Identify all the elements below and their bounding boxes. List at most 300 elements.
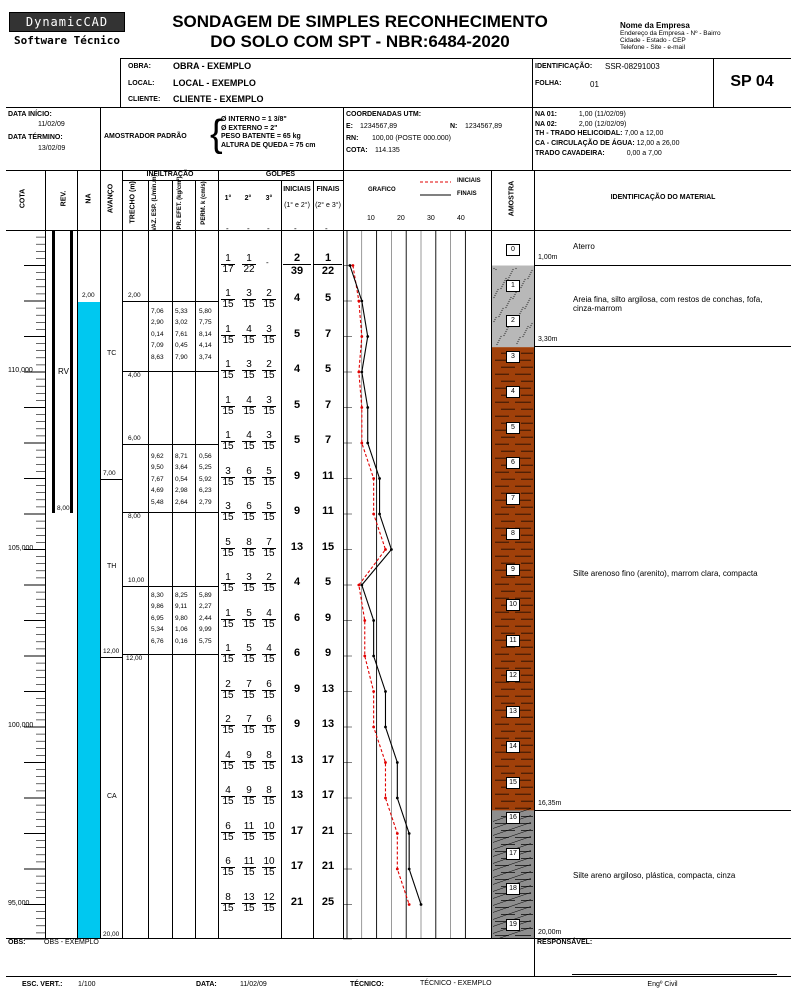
- golpe-numerator: 4: [262, 644, 276, 655]
- finais-value: 5: [324, 576, 332, 588]
- iniciais-value: 5: [293, 398, 301, 411]
- sample-marker: 14: [506, 741, 520, 753]
- soil-dot: [531, 270, 532, 271]
- soil-dot: [519, 337, 520, 338]
- golpe-fraction: [262, 360, 276, 381]
- infil-value: 0,16: [175, 637, 188, 645]
- golpe-denominator: 15: [243, 370, 255, 381]
- series-finais-point: [390, 548, 393, 551]
- soil-dot: [529, 298, 530, 299]
- series-finais-point: [366, 442, 369, 445]
- infil-value: 8,63: [151, 353, 164, 361]
- golpe-denominator: 15: [263, 405, 275, 417]
- golpe-denominator: 15: [243, 796, 255, 807]
- iniciais-value: 9: [293, 718, 301, 730]
- soil-dot: [515, 268, 516, 269]
- sample-marker: 9: [506, 564, 520, 576]
- sample-marker: 6: [506, 457, 520, 469]
- golpe-fraction: [221, 786, 235, 807]
- soil-dot: [495, 317, 496, 318]
- golpe-numerator: 2: [221, 715, 235, 726]
- spt-denominator: 22: [321, 264, 335, 277]
- soil-dot: [493, 297, 494, 298]
- golpe-numerator: 11: [243, 820, 255, 832]
- local-value: LOCAL - EXEMPLO: [173, 78, 256, 88]
- golpe-numerator: 5: [221, 538, 235, 549]
- soil-dot: [521, 285, 522, 286]
- na-water-column: [78, 302, 100, 938]
- amostrador-label: AMOSTRADOR PADRÃO: [104, 133, 187, 140]
- series-finais-point: [378, 513, 381, 516]
- golpe-numerator: 7: [262, 538, 276, 549]
- golpe-denominator: 15: [263, 441, 275, 452]
- golpe-denominator: 17: [222, 263, 234, 275]
- soil-dot: [524, 332, 525, 333]
- golpe-denominator: 15: [263, 902, 275, 914]
- soil-dot: [496, 291, 497, 292]
- na-depth-20: 20,00: [103, 931, 120, 938]
- golpe-denominator: 15: [222, 405, 234, 417]
- infiltracao-header: INFILTRAÇÃO: [146, 171, 194, 178]
- finais-value: 15: [321, 540, 335, 553]
- folha-label: FOLHA:: [535, 80, 562, 87]
- col-avanco-header: AVANÇO: [107, 183, 115, 214]
- soil-dot: [503, 282, 504, 283]
- soil-profile: [491, 230, 534, 938]
- iniciais-value: 17: [290, 860, 304, 872]
- golpe-denominator: 15: [222, 370, 234, 381]
- golpe-fraction: [242, 786, 256, 807]
- soil-dot: [500, 336, 501, 337]
- avanco-tc: TC: [107, 350, 117, 357]
- rn-value: 100,00 (POSTE 000.000): [372, 135, 451, 142]
- infil-value: 9,99: [199, 626, 212, 634]
- golpe-numerator: 7: [242, 680, 256, 691]
- soil-dot: [511, 271, 512, 272]
- golpe-numerator: 5: [242, 644, 256, 655]
- tc-value: 0,00 a 7,00: [626, 149, 662, 157]
- trecho-2: 2,00: [128, 292, 141, 299]
- soil-dot: [512, 269, 513, 270]
- company-name: Nome da Empresa: [620, 21, 690, 30]
- finais-value: [314, 252, 342, 277]
- obs-label: OBS:: [8, 939, 26, 946]
- soil-dot: [503, 335, 504, 336]
- infil-value: 3,02: [175, 319, 188, 327]
- soil-dot: [528, 276, 529, 277]
- golpe-denominator: 15: [243, 583, 255, 594]
- golpe-denominator: 15: [243, 760, 255, 772]
- series-finais-point: [372, 619, 375, 622]
- soil-dot: [509, 299, 510, 300]
- tecnico-label: TÉCNICO:: [350, 981, 384, 988]
- finais-value: 13: [321, 718, 335, 730]
- infil-value: 2,90: [151, 319, 164, 327]
- series-finais-point: [349, 264, 352, 267]
- infil-value: 2,27: [199, 603, 212, 611]
- soil-dot: [508, 277, 509, 278]
- golpe-numerator: 1: [242, 254, 256, 265]
- golpe-fraction: [242, 502, 256, 523]
- infil-value: 1,06: [175, 626, 188, 634]
- infil-value: 5,34: [151, 626, 164, 634]
- col-perm-header: PERM. k (cm/s): [201, 181, 207, 225]
- soil-dot: [522, 336, 523, 337]
- infil-value: 8,25: [175, 592, 188, 599]
- iniciais-value: 9: [293, 505, 301, 517]
- soil-dot: [510, 273, 511, 274]
- sample-marker: 15: [506, 777, 520, 789]
- na1-label: NA 01:: [535, 111, 557, 118]
- iniciais-sub-header: (1° e 2°): [284, 202, 310, 209]
- obs-value: OBS - EXEMPLO: [44, 939, 99, 946]
- iniciais-value: 5: [293, 434, 301, 446]
- iniciais-value: 9: [293, 469, 301, 482]
- series-iniciais-point: [363, 655, 366, 658]
- infil-value: 0,14: [151, 330, 164, 338]
- golpe-denominator: 15: [222, 654, 234, 665]
- golpe-numerator: 4: [262, 609, 276, 620]
- golpe-denominator: 15: [222, 760, 234, 772]
- data-inicio-value: 11/02/09: [38, 121, 65, 128]
- soil-dot: [498, 316, 499, 317]
- soil-dot: [501, 286, 502, 287]
- soil-dot: [525, 330, 526, 331]
- golpe-denominator: 15: [222, 334, 234, 346]
- na2-value: 2,00 (12/02/09): [578, 120, 627, 128]
- series-iniciais-point: [360, 442, 363, 445]
- golpe-numerator: 3: [242, 360, 256, 371]
- soil-dot: [500, 312, 501, 313]
- soil-dot: [518, 339, 519, 340]
- golpe-numerator: 12: [263, 891, 275, 903]
- golpe-fraction: [221, 431, 235, 452]
- na-depth-7: 7,00: [103, 470, 116, 477]
- tecnico-value: TÉCNICO - EXEMPLO: [420, 980, 492, 987]
- soil-dot: [530, 325, 531, 326]
- infil-value: 4,69: [151, 487, 164, 495]
- golpe-numerator: 1: [221, 289, 235, 300]
- golpe-numerator: 6: [262, 680, 276, 691]
- finais-value: 5: [324, 292, 332, 304]
- cota-value: 114.135: [375, 147, 400, 154]
- golpe-numerator: 1: [221, 396, 235, 407]
- golpe-denominator: 22: [243, 263, 255, 275]
- soil-dot: [499, 314, 500, 315]
- golpe-fraction: [262, 573, 276, 594]
- series-iniciais-point: [357, 300, 360, 303]
- golpe-fraction: [242, 644, 256, 665]
- golpe-fraction: [242, 254, 256, 275]
- rn-label: RN:: [346, 135, 359, 142]
- layer-depth-2: 3,30m: [538, 336, 558, 343]
- golpe-fraction: [242, 715, 256, 736]
- infil-value: 6,76: [151, 637, 164, 645]
- esc-label: ESC. VERT.:: [22, 981, 63, 988]
- amostrador-spec: [221, 116, 315, 150]
- soil-dot: [501, 310, 502, 311]
- iniciais-value: 21: [290, 895, 304, 908]
- golpe-numerator: 2: [262, 289, 276, 300]
- col-rev-header: REV.: [60, 190, 68, 207]
- soil-dot: [528, 300, 529, 301]
- sample-marker: 1: [506, 280, 520, 292]
- golpe-fraction: [262, 857, 276, 878]
- golpe-fraction: [221, 502, 235, 523]
- finais-dash: -: [325, 224, 328, 233]
- golpe-numerator: 6: [242, 502, 256, 513]
- golpe-fraction: [242, 538, 256, 559]
- golpe-numerator: 9: [242, 786, 256, 797]
- soil-dot: [531, 323, 532, 324]
- soil-dot: [520, 287, 521, 288]
- golpe-1-dash: -: [226, 224, 229, 233]
- finais-value: 5: [324, 363, 332, 375]
- sample-marker: 17: [506, 848, 520, 860]
- infil-value: 5,75: [199, 637, 212, 645]
- golpe-numerator: 4: [221, 786, 235, 797]
- sample-marker: 2: [506, 315, 520, 327]
- golpe-fraction: [221, 857, 235, 878]
- th-label: TH - TRADO HELICOIDAL:: [535, 130, 623, 138]
- sample-marker: 7: [506, 493, 520, 505]
- golpe-3-dash: -: [267, 224, 270, 233]
- revestimento-end: 8,00: [57, 505, 70, 512]
- coord-e-label: E:: [346, 123, 353, 130]
- sample-marker: 4: [506, 386, 520, 398]
- soil-dot: [502, 284, 503, 285]
- soil-dot: [495, 269, 496, 270]
- series-iniciais-point: [372, 690, 375, 693]
- soil-dot: [529, 274, 530, 275]
- golpe-fraction: [262, 751, 276, 772]
- infil-value: 5,80: [199, 308, 212, 315]
- series-finais-point: [384, 690, 387, 693]
- soil-dot: [505, 331, 506, 332]
- golpe-numerator: 3: [221, 502, 235, 513]
- golpe-denominator: 15: [243, 299, 255, 310]
- golpe-fraction: [242, 857, 256, 878]
- infil-value: 6,95: [151, 614, 164, 622]
- golpe-numerator: 11: [243, 856, 255, 867]
- infil-value: 7,06: [151, 308, 164, 315]
- iniciais-dash: -: [294, 224, 297, 233]
- finais-value: 21: [321, 860, 335, 872]
- data-label: DATA:: [196, 981, 217, 988]
- axis-tick-20: 20: [397, 215, 405, 222]
- series-iniciais-point: [357, 371, 360, 374]
- infil-value: 9,86: [151, 603, 164, 611]
- series-iniciais-point: [360, 406, 363, 409]
- esc-value: 1/100: [78, 981, 96, 988]
- soil-dot: [516, 343, 517, 344]
- infil-value: 9,62: [151, 453, 164, 460]
- infil-value: 9,50: [151, 464, 164, 472]
- golpe-denominator: 15: [222, 476, 234, 488]
- golpe-denominator: 15: [263, 476, 275, 488]
- soil-dot: [522, 283, 523, 284]
- golpe-fraction: [242, 573, 256, 594]
- golpe-numerator: 1: [221, 254, 235, 265]
- coords-title: COORDENADAS UTM:: [346, 111, 422, 118]
- series-finais-point: [384, 726, 387, 729]
- soil-dot: [522, 307, 523, 308]
- golpe-fraction: [262, 822, 276, 843]
- responsavel-label: RESPONSÁVEL:: [537, 939, 593, 946]
- finais-value: 21: [321, 824, 335, 837]
- golpe-fraction: [221, 396, 235, 417]
- golpe-denominator: 15: [263, 831, 275, 843]
- golpe-denominator: 15: [243, 405, 255, 417]
- cota-label: COTA:: [346, 147, 368, 154]
- coord-e-value: 1234567,89: [360, 123, 397, 130]
- sample-marker: 18: [506, 883, 520, 895]
- title-line-2: DO SOLO COM SPT - NBR:6484-2020: [210, 32, 510, 51]
- series-iniciais-point: [396, 832, 399, 835]
- soil-dot: [524, 279, 525, 280]
- sample-marker: 16: [506, 812, 520, 824]
- iniciais-value: [283, 252, 311, 277]
- golpe-denominator: 15: [222, 618, 234, 630]
- tc-label: TRADO CAVADEIRA:: [535, 149, 605, 157]
- golpe-fraction: [242, 680, 256, 701]
- golpe-denominator: 15: [222, 831, 234, 843]
- finais-value: 7: [324, 398, 332, 411]
- na1-value: 1,00 (11/02/09): [578, 111, 626, 118]
- golpe-numerator: 8: [262, 751, 276, 762]
- soil-dot: [519, 313, 520, 314]
- golpe-numerator: 3: [262, 325, 276, 336]
- infil-value: 7,75: [199, 319, 212, 327]
- cliente-label: CLIENTE:: [128, 96, 161, 103]
- water-info: [535, 110, 679, 159]
- series-iniciais-point: [372, 726, 375, 729]
- golpe-fraction: [242, 751, 256, 772]
- golpe-fraction: [221, 289, 235, 310]
- infil-value: 2,44: [199, 614, 212, 622]
- company-address: Endereço da Empresa - Nº - Bairro: [620, 30, 721, 37]
- amostrador-brace: {: [210, 113, 223, 155]
- series-iniciais-point: [360, 335, 363, 338]
- soil-dot: [507, 327, 508, 328]
- golpe-numerator: 6: [221, 857, 235, 868]
- series-finais-point: [360, 371, 363, 374]
- sample-marker: 11: [506, 635, 520, 647]
- col-pr-header: PR. EFET. (kg/cm²): [177, 176, 183, 230]
- title-line-1: SONDAGEM DE SIMPLES RECONHECIMENTO: [172, 12, 548, 31]
- infil-value: 5,25: [199, 464, 212, 472]
- soil-dot: [496, 344, 497, 345]
- golpe-fraction: [221, 644, 235, 665]
- infil-value: 5,48: [151, 498, 164, 506]
- golpe-fraction: [221, 538, 235, 559]
- golpe-denominator: 15: [222, 441, 234, 452]
- soil-dot: [505, 307, 506, 308]
- golpe-denominator: 15: [263, 867, 275, 878]
- golpe-denominator: 15: [243, 334, 255, 346]
- golpe-denominator: 15: [222, 796, 234, 807]
- ca-label: CA - CIRCULAÇÃO DE ÁGUA:: [535, 140, 635, 148]
- local-label: LOCAL:: [128, 80, 155, 87]
- soil-dot: [530, 272, 531, 273]
- infil-value: 5,33: [175, 308, 188, 315]
- iniciais-value: 13: [290, 753, 304, 766]
- golpe-numerator: 2: [262, 360, 276, 371]
- soil-dot: [499, 338, 500, 339]
- golpe-numerator: 4: [242, 396, 256, 407]
- golpe-denominator: 15: [243, 831, 255, 843]
- legend-iniciais-label: INICIAIS: [457, 178, 481, 184]
- golpe-denominator: 15: [263, 760, 275, 772]
- sample-marker: 19: [506, 919, 520, 931]
- folha-value: 01: [590, 80, 599, 89]
- amostrador-altura: ALTURA DE QUEDA = 75 cm: [221, 141, 316, 149]
- golpe-fraction: [262, 325, 276, 346]
- series-finais-point: [372, 655, 375, 658]
- infil-value: 6,23: [199, 487, 212, 495]
- col-cota-header: COTA: [19, 188, 27, 209]
- data-termino-label: DATA TÉRMINO:: [8, 134, 63, 141]
- soil-dot: [498, 340, 499, 341]
- cota-105: 105,000: [8, 545, 34, 552]
- golpe-numerator: 3: [242, 289, 256, 300]
- iniciais-value: 6: [293, 647, 301, 659]
- soil-dot: [529, 327, 530, 328]
- soil-dot: [525, 306, 526, 307]
- data-value: 11/02/09: [240, 981, 267, 988]
- soil-dot: [527, 278, 528, 279]
- golpe-numerator: 1: [221, 644, 235, 655]
- sample-marker: 8: [506, 528, 520, 540]
- golpe-fraction: [262, 289, 276, 310]
- golpe-numerator: 10: [263, 820, 275, 832]
- golpe-fraction: [262, 431, 276, 452]
- series-iniciais-point: [396, 868, 399, 871]
- golpe-numerator: 2: [221, 680, 235, 691]
- spt-numerator: 2: [283, 252, 311, 265]
- avanco-ca: CA: [107, 793, 117, 800]
- soil-dot: [502, 308, 503, 309]
- sample-marker: 5: [506, 422, 520, 434]
- golpe-fraction: [242, 289, 256, 310]
- finais-value: 13: [321, 682, 335, 695]
- sample-marker: 10: [506, 599, 520, 611]
- series-finais-point: [366, 335, 369, 338]
- sp-code: SP 04: [730, 73, 774, 90]
- golpe-fraction: [242, 822, 256, 843]
- golpe-denominator: 15: [222, 725, 234, 736]
- iniciais-value: 9: [293, 682, 301, 695]
- golpe-denominator: 15: [222, 902, 234, 914]
- iniciais-value: 13: [290, 540, 304, 553]
- golpe-denominator: 15: [263, 370, 275, 381]
- soil-dot: [509, 275, 510, 276]
- logo: [9, 12, 125, 54]
- golpe-numerator: 5: [262, 467, 276, 478]
- finais-sub-header: (2° e 3°): [315, 202, 341, 209]
- golpe-2-dash: -: [247, 224, 250, 233]
- obra-value: OBRA - EXEMPLO: [173, 61, 252, 71]
- revestimento-bar: [52, 230, 55, 513]
- golpe-denominator: 15: [263, 547, 275, 559]
- infil-value: 7,09: [151, 342, 164, 350]
- series-iniciais-point: [372, 513, 375, 516]
- ca-value: 12,00 a 26,00: [636, 140, 680, 148]
- series-iniciais-point: [384, 548, 387, 551]
- golpe-denominator: 15: [222, 299, 234, 310]
- iniciais-header: INICIAIS: [283, 186, 311, 193]
- golpe-denominator: 15: [243, 689, 255, 701]
